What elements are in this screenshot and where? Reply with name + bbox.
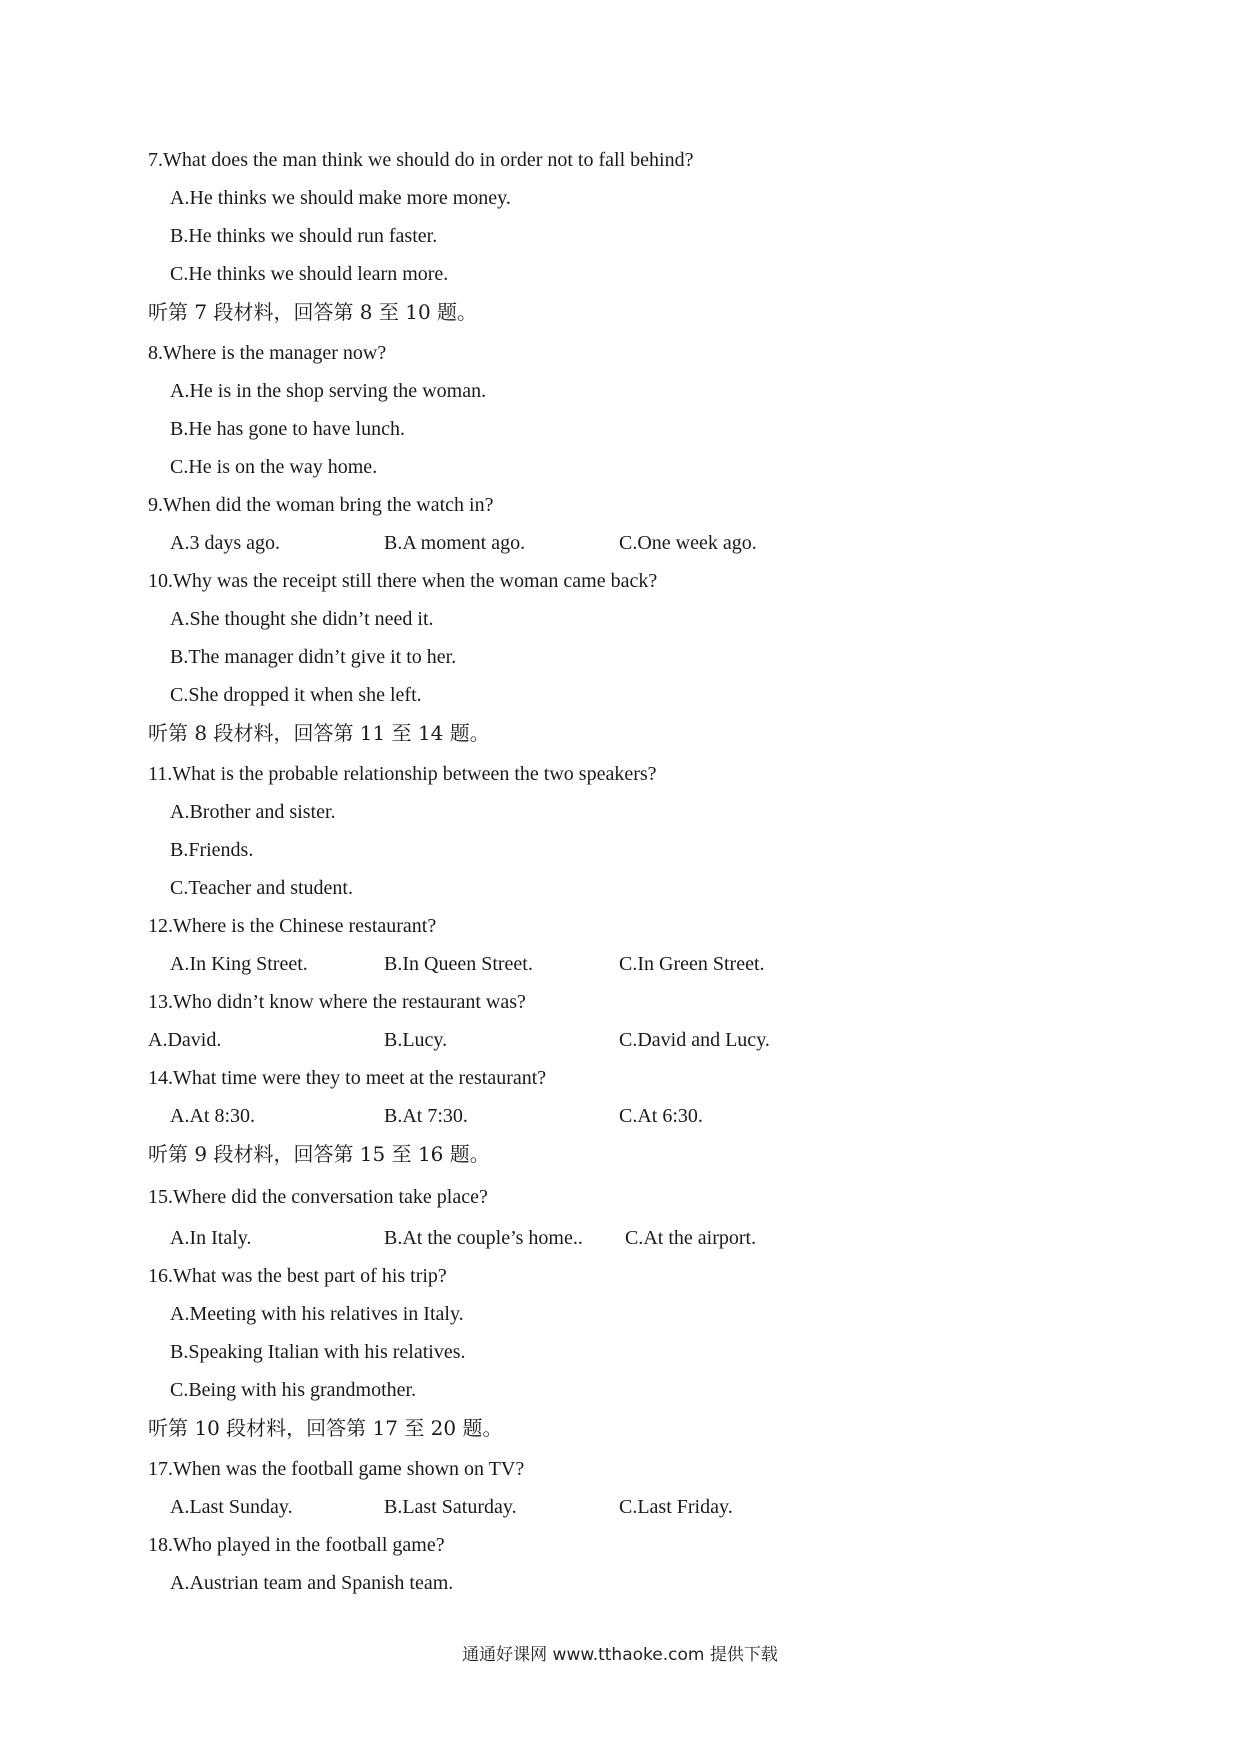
q10-option-a: A.She thought she didn’t need it. xyxy=(170,608,434,630)
question-10: 10.Why was the receipt still there when the woman came back? xyxy=(148,570,658,592)
q14-option-b: B.At 7:30. xyxy=(384,1105,468,1127)
q13-option-b: B.Lucy. xyxy=(384,1029,448,1051)
question-8: 8.Where is the manager now? xyxy=(148,342,387,364)
question-17: 17.When was the football game shown on TV? xyxy=(148,1458,525,1480)
question-11: 11.What is the probable relationship between the two speakers? xyxy=(148,763,657,785)
q16-option-a: A.Meeting with his relatives in Italy. xyxy=(170,1303,464,1325)
q12-option-a: A.In King Street. xyxy=(170,953,308,975)
q9-option-b: B.A moment ago. xyxy=(384,532,526,554)
question-16: 16.What was the best part of his trip? xyxy=(148,1265,447,1287)
q8-option-b: B.He has gone to have lunch. xyxy=(170,418,405,440)
question-13: 13.Who didn’t know where the restaurant was? xyxy=(148,991,526,1013)
q15-option-a: A.In Italy. xyxy=(170,1227,252,1249)
question-15: 15.Where did the conversation take place? xyxy=(148,1186,488,1208)
q8-option-a: A.He is in the shop serving the woman. xyxy=(170,380,487,402)
q10-option-b: B.The manager didn’t give it to her. xyxy=(170,646,457,668)
q18-option-a: A.Austrian team and Spanish team. xyxy=(170,1572,454,1594)
question-14: 14.What time were they to meet at the restaurant? xyxy=(148,1067,547,1089)
question-7: 7.What does the man think we should do in order not to fall behind? xyxy=(148,149,694,171)
section-7-heading: 听第 7 段材料，回答第 8 至 10 题。 xyxy=(148,300,478,324)
question-12: 12.Where is the Chinese restaurant? xyxy=(148,915,437,937)
q9-option-c: C.One week ago. xyxy=(619,532,757,554)
q13-options-row xyxy=(0,1028,1240,1052)
q7-option-b: B.He thinks we should run faster. xyxy=(170,225,438,247)
q14-option-c: C.At 6:30. xyxy=(619,1105,703,1127)
q15-option-c: C.At the airport. xyxy=(625,1227,757,1249)
q17-option-a: A.Last Sunday. xyxy=(170,1496,293,1518)
q15-options-row xyxy=(0,1226,1240,1250)
q12-option-b: B.In Queen Street. xyxy=(384,953,533,975)
q12-options-row xyxy=(0,952,1240,976)
q14-option-a: A.At 8:30. xyxy=(170,1105,255,1127)
q11-option-a: A.Brother and sister. xyxy=(170,801,336,823)
q16-option-c: C.Being with his grandmother. xyxy=(170,1379,417,1401)
question-9: 9.When did the woman bring the watch in? xyxy=(148,494,494,516)
q11-option-c: C.Teacher and student. xyxy=(170,877,353,899)
section-9-heading: 听第 9 段材料，回答第 15 至 16 题。 xyxy=(148,1142,490,1166)
q9-options-row xyxy=(0,531,1240,555)
q17-options-row xyxy=(0,1495,1240,1519)
question-18: 18.Who played in the football game? xyxy=(148,1534,445,1556)
q14-options-row xyxy=(0,1104,1240,1128)
q9-option-a: A.3 days ago. xyxy=(170,532,280,554)
q13-option-c: C.David and Lucy. xyxy=(619,1029,770,1051)
q15-option-b: B.At the couple’s home.. xyxy=(384,1227,583,1249)
q13-option-a: A.David. xyxy=(148,1029,222,1051)
q11-option-b: B.Friends. xyxy=(170,839,254,861)
q7-option-c: C.He thinks we should learn more. xyxy=(170,263,449,285)
q10-option-c: C.She dropped it when she left. xyxy=(170,684,422,706)
section-10-heading: 听第 10 段材料，回答第 17 至 20 题。 xyxy=(148,1416,503,1440)
q8-option-c: C.He is on the way home. xyxy=(170,456,378,478)
q17-option-b: B.Last Saturday. xyxy=(384,1496,517,1518)
page-footer: 通通好课网 www.tthaoke.com 提供下载 xyxy=(462,1645,778,1665)
q16-option-b: B.Speaking Italian with his relatives. xyxy=(170,1341,466,1363)
section-8-heading: 听第 8 段材料，回答第 11 至 14 题。 xyxy=(148,721,490,745)
q7-option-a: A.He thinks we should make more money. xyxy=(170,187,511,209)
q12-option-c: C.In Green Street. xyxy=(619,953,765,975)
q17-option-c: C.Last Friday. xyxy=(619,1496,733,1518)
